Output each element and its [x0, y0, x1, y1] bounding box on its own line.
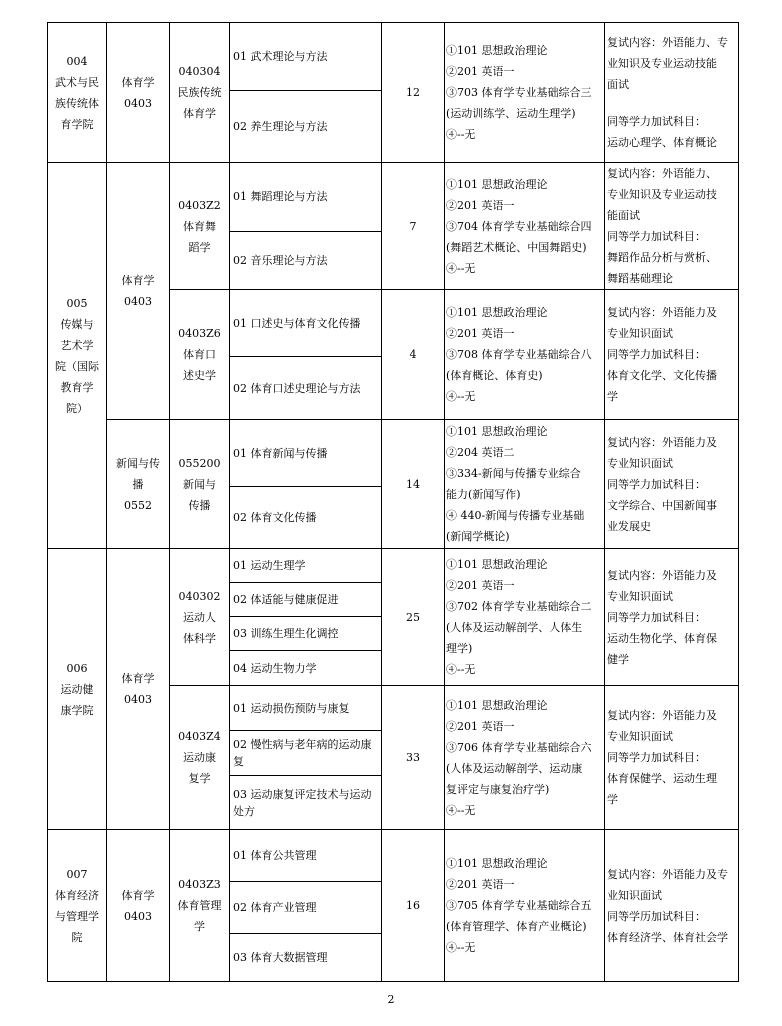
- retest-line: 业知识及专业运动技能: [607, 57, 717, 70]
- retest-line: 同等学力加试科目：: [607, 230, 706, 243]
- college-name: 康学院: [60, 703, 94, 717]
- exam-subject: 理学): [446, 642, 473, 655]
- retest-line: 体育经济学、体育社会学: [607, 930, 728, 944]
- exam-subject: (舞蹈艺术概论、中国舞蹈史): [446, 240, 587, 254]
- direction-cell: 02 体育口述史理论与方法: [230, 357, 382, 420]
- table-row: [48, 830, 739, 882]
- table-row: [48, 549, 739, 583]
- table-row: [48, 163, 739, 232]
- college-name: 院（国际: [55, 359, 99, 373]
- direction-cell: 02 体育文化传播: [230, 487, 382, 549]
- exam-subject: ②201 英语一: [446, 878, 515, 891]
- exam-subject: ①101 思想政治理论: [446, 558, 548, 571]
- retest-line: 复试内容：外语能力及: [607, 709, 717, 722]
- discipline-name: 体育学: [121, 888, 155, 902]
- retest-line: 专业知识面试: [607, 589, 673, 603]
- exam-subject: ①101 思想政治理论: [446, 857, 548, 870]
- direction-cell: 02 音乐理论与方法: [230, 231, 382, 289]
- exam-subject: ③704 体育学专业基础综合四: [446, 219, 592, 233]
- major-name: 民族传统: [177, 86, 222, 99]
- exam-subjects-cell: [445, 549, 605, 686]
- retest-line: 业知识面试: [607, 888, 662, 902]
- major-cell: [170, 163, 230, 290]
- direction-cell: 01 体育公共管理: [230, 830, 382, 882]
- retest-cell: [605, 163, 739, 290]
- retest-cell: [605, 290, 739, 420]
- exam-subject: ③334-新闻与传播专业综合: [446, 467, 581, 480]
- enrollment-cell: 14: [382, 420, 445, 549]
- exam-subject: ②201 英语一: [446, 719, 515, 733]
- discipline-cell: [107, 830, 170, 982]
- discipline-name: 新闻与传: [116, 456, 160, 470]
- retest-line: 复试内容：外语能力及: [607, 568, 717, 582]
- major-code: 055200: [178, 456, 221, 470]
- exam-subject: ④--无: [446, 803, 476, 817]
- direction-cell: 01 运动生理学: [230, 549, 382, 583]
- college-cell: [48, 23, 107, 163]
- college-name: 武术与民: [55, 75, 99, 89]
- table-row: [48, 23, 739, 91]
- discipline-code: 0552: [124, 498, 152, 512]
- retest-line: 舞蹈基础理论: [607, 272, 673, 285]
- exam-subjects-cell: [445, 163, 605, 290]
- retest-line: 能面试: [607, 209, 640, 222]
- major-code: 0403Z2: [178, 198, 221, 212]
- discipline-cell: [107, 420, 170, 549]
- exam-subject: 能力(新闻写作): [446, 488, 521, 501]
- major-name: 体育学: [183, 107, 216, 120]
- exam-subject: ②201 英语一: [446, 198, 515, 212]
- direction-cell: 04 运动生物力学: [230, 651, 382, 686]
- enrollment-cell: 12: [382, 23, 445, 163]
- discipline-code: 0403: [124, 295, 152, 308]
- retest-line: 复试内容：外语能力、专: [607, 36, 728, 49]
- table-row: [48, 420, 739, 487]
- college-name: 艺术学: [60, 338, 94, 352]
- retest-line: 运动心理学、体育概论: [607, 136, 717, 149]
- college-name: 院: [71, 930, 83, 944]
- exam-subject: ①101 思想政治理论: [446, 698, 548, 712]
- college-name: 育学院: [60, 117, 94, 131]
- major-name: 运动人: [183, 610, 216, 624]
- retest-line: 专业知识面试: [607, 456, 673, 470]
- college-code: 006: [66, 661, 88, 675]
- major-name: 体育口: [183, 348, 216, 361]
- college-name: 族传统体: [55, 96, 99, 110]
- direction-cell: 01 运动损伤预防与康复: [230, 686, 382, 731]
- retest-line: 同等学力加试科目：: [607, 751, 706, 764]
- exam-subject: (新闻学概论): [446, 530, 510, 543]
- college-name: 传媒与: [60, 317, 94, 331]
- retest-line: 同等学力加试科目：: [607, 610, 706, 624]
- major-code: 0403Z6: [178, 327, 221, 340]
- retest-line: 专业知识面试: [607, 730, 673, 743]
- major-code: 0403Z4: [178, 730, 221, 743]
- exam-subject: ④--无: [446, 128, 476, 141]
- exam-subject: ④--无: [446, 390, 476, 403]
- retest-cell: [605, 686, 739, 830]
- major-name: 复学: [188, 772, 211, 785]
- direction-cell: 02 体适能与健康促进: [230, 583, 382, 617]
- exam-subject: ①101 思想政治理论: [446, 425, 548, 438]
- major-cell: [170, 290, 230, 420]
- retest-line: 同等学力加试科目：: [607, 348, 706, 361]
- major-name: 述史学: [183, 369, 216, 382]
- major-name: 体科学: [183, 631, 216, 645]
- exam-subjects-cell: [445, 686, 605, 830]
- exam-subject: (人体及运动解剖学、人体生: [446, 621, 583, 634]
- retest-cell: [605, 23, 739, 163]
- major-name: 传播: [188, 498, 211, 512]
- retest-line: 专业知识及专业运动技: [607, 188, 717, 201]
- exam-subject: ④--无: [446, 941, 476, 954]
- admission-table: [47, 22, 739, 982]
- retest-line: 复试内容：外语能力及: [607, 306, 717, 319]
- retest-line: 复试内容：外语能力、: [607, 167, 717, 180]
- enrollment-cell: 25: [382, 549, 445, 686]
- exam-subject: ③703 体育学专业基础综合三: [446, 86, 592, 99]
- major-cell: [170, 830, 230, 982]
- college-cell: [48, 549, 107, 830]
- major-cell: [170, 420, 230, 549]
- enrollment-cell: 16: [382, 830, 445, 982]
- enrollment-cell: 33: [382, 686, 445, 830]
- exam-subject: (运动训练学、运动生理学): [446, 107, 576, 120]
- major-code: 040302: [178, 589, 221, 603]
- direction-cell: 03 体育大数据管理: [230, 934, 382, 982]
- retest-line: 同等学力加试科目：: [607, 115, 706, 128]
- major-code: 0403Z3: [178, 878, 221, 891]
- college-name: 与管理学: [55, 909, 99, 923]
- discipline-name: 播: [132, 477, 144, 491]
- retest-line: 舞蹈作品分析与赏析、: [607, 251, 717, 264]
- exam-subject: ③706 体育学专业基础综合六: [446, 740, 592, 754]
- college-code: 005: [66, 296, 88, 310]
- discipline-code: 0403: [124, 909, 152, 923]
- exam-subjects-cell: [445, 420, 605, 549]
- retest-line: 复试内容：外语能力及专: [607, 867, 728, 881]
- major-cell: [170, 686, 230, 830]
- exam-subject: ①101 思想政治理论: [446, 44, 548, 57]
- exam-subjects-cell: [445, 290, 605, 420]
- retest-line: 复试内容：外语能力及: [607, 435, 717, 449]
- retest-line: 健学: [607, 652, 629, 666]
- discipline-cell: [107, 23, 170, 163]
- retest-line: 体育文化学、文化传播: [607, 369, 717, 382]
- college-name: 院）: [66, 401, 88, 415]
- discipline-cell: [107, 549, 170, 830]
- retest-line: 同等学历加试科目：: [607, 909, 706, 923]
- exam-subjects-cell: [445, 23, 605, 163]
- retest-line: 体育保健学、运动生理: [607, 772, 717, 785]
- discipline-code: 0403: [124, 96, 152, 110]
- exam-subject: ③702 体育学专业基础综合二: [446, 600, 592, 613]
- college-code: 007: [66, 867, 88, 881]
- major-name: 运动康: [183, 751, 216, 764]
- exam-subject: ①101 思想政治理论: [446, 306, 548, 319]
- direction-cell: 03 运动康复评定技术与运动处方: [230, 776, 382, 830]
- direction-cell: 03 训练生理生化调控: [230, 617, 382, 651]
- major-name: 体育管理: [177, 899, 222, 912]
- retest-line: 同等学力加试科目：: [607, 477, 706, 491]
- exam-subject: ③708 体育学专业基础综合八: [446, 348, 592, 361]
- enrollment-cell: 4: [382, 290, 445, 420]
- retest-line: 面试: [607, 78, 629, 91]
- college-code: 004: [66, 54, 88, 68]
- college-name: 体育经济: [55, 888, 99, 902]
- exam-subject: ②201 英语一: [446, 65, 515, 78]
- retest-gap: [607, 95, 738, 111]
- retest-cell: [605, 420, 739, 549]
- major-cell: [170, 549, 230, 686]
- major-name: 学: [194, 920, 205, 933]
- discipline-name: 体育学: [121, 672, 155, 685]
- retest-line: 业发展史: [607, 519, 651, 533]
- exam-subject: ②201 英语一: [446, 327, 515, 340]
- retest-line: 学: [607, 390, 618, 403]
- retest-line: 专业知识面试: [607, 327, 673, 340]
- college-name: 教育学: [60, 380, 94, 394]
- retest-cell: [605, 549, 739, 686]
- exam-subject: 复评定与康复治疗学): [446, 782, 550, 796]
- exam-subjects-cell: [445, 830, 605, 982]
- college-cell: [48, 830, 107, 982]
- exam-subject: (体育管理学、体育产业概论): [446, 920, 587, 933]
- exam-subject: ④ 440-新闻与传播专业基础: [446, 509, 585, 522]
- discipline-name: 体育学: [121, 274, 155, 287]
- major-name: 体育舞: [183, 219, 216, 233]
- major-code: 040304: [178, 65, 221, 78]
- direction-cell: 01 舞蹈理论与方法: [230, 163, 382, 232]
- retest-line: 学: [607, 793, 618, 806]
- exam-subject: ④--无: [446, 261, 476, 275]
- direction-cell: 02 体育产业管理: [230, 882, 382, 934]
- exam-subject: ②201 英语一: [446, 579, 515, 592]
- exam-subject: (人体及运动解剖学、运动康: [446, 761, 583, 775]
- exam-subject: ④--无: [446, 663, 476, 676]
- retest-line: 文学综合、中国新闻事: [607, 498, 717, 512]
- major-name: 新闻与: [183, 477, 216, 491]
- direction-cell: 01 武术理论与方法: [230, 23, 382, 91]
- page-number: 2: [387, 993, 395, 1006]
- direction-cell: 02 慢性病与老年病的运动康复: [230, 731, 382, 776]
- discipline-name: 体育学: [121, 75, 155, 89]
- discipline-cell: [107, 163, 170, 420]
- exam-subject: (体育概论、体育史): [446, 369, 543, 382]
- college-name: 运动健: [60, 682, 94, 696]
- discipline-code: 0403: [124, 693, 152, 706]
- retest-line: 运动生物化学、体育保: [607, 631, 717, 645]
- college-cell: [48, 163, 107, 549]
- direction-cell: 02 养生理论与方法: [230, 91, 382, 163]
- retest-cell: [605, 830, 739, 982]
- exam-subject: ①101 思想政治理论: [446, 177, 548, 191]
- enrollment-cell: 7: [382, 163, 445, 290]
- direction-cell: 01 口述史与体育文化传播: [230, 290, 382, 357]
- exam-subject: ②204 英语二: [446, 446, 515, 459]
- exam-subject: ③705 体育学专业基础综合五: [446, 899, 592, 912]
- major-cell: [170, 23, 230, 163]
- direction-cell: 01 体育新闻与传播: [230, 420, 382, 487]
- major-name: 蹈学: [188, 240, 211, 254]
